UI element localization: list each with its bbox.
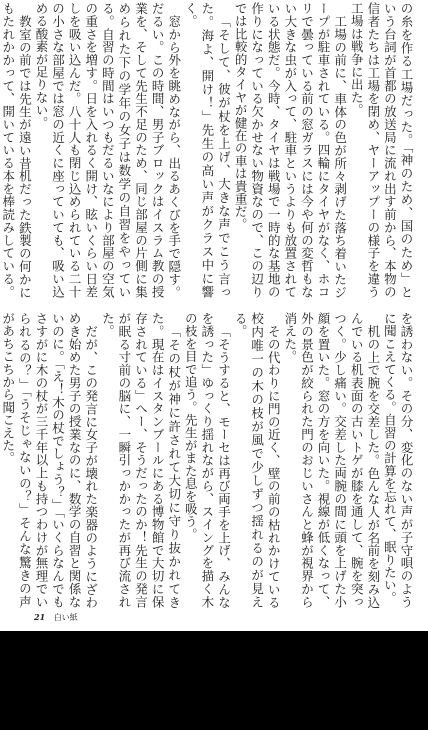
- paragraph: 「そして、彼が杖を上げ、大きな声でこう言った。海よ、開け！」先生の高い声がクラス中に響く。: [183, 2, 232, 298]
- paragraph: 「そうすると、モーセは再び両手を上げ、みんなを誘った」ゆっくり揺れながら、スイングを描く木の枝を目で追う。先生がまた息を吸う。: [183, 312, 232, 608]
- paragraph: 工場の前に、車体の色が所々剥げた落ち着いたジープが駐車されている。四輪にタイヤがなく、ホコリで曇っている前の窓ガラスには今や何の変哲もない大きな虫が入って、駐車というよりも放置されている状態だ。今時、タイヤは戦場で一時的な基地の作りになっている欠かせない物資なので、この辺りでは比較的タイヤが健在の車は貴重だ。: [233, 2, 348, 298]
- page-number: 21: [34, 612, 46, 622]
- paragraph: だが、この発言に女子が壊れた楽器のようにざわめき始めた男子の授業なのに、数学の自習と関係ないのに。「え！木の杖でしょう？」「いくらなんでもさすがに木の杖が三千年以上も持つわけが無理でいられるの？」「うそじゃないの？」そんな驚きの声があちこちから聞こえた。: [0, 312, 99, 608]
- bottom-text-block: [0, 312, 414, 608]
- scan-border: [0, 631, 428, 730]
- paragraph: 机の上で腕を交差した。色んな人が名前を刻み込んでいる机表面の古いトゲが膝を通して、腕を突っつく。少し痛い。交差した両腕の間に頭を上げた小顔を置いた。窓の方を向いた。視線が低くなって、外の景色が絞られた門のおじいさんと蜂が視界から消えた。: [282, 312, 381, 608]
- paragraph: その代わりに門の近く、壁の前の枯れかけている校内唯一の木の枝が風で少しずつ揺れるのが見える。: [233, 312, 282, 608]
- paragraph: 「その杖が神に許されて大切に守り抜かれてきた。現在はイスタンブールにある博物館で大切に保存されている」へー、そうだったのか！先生の発言が眠る寸前の脳に、一瞬引っかかったが再び流された。: [100, 312, 182, 608]
- footer-label: 白い紙: [53, 613, 78, 622]
- paragraph: 窓から外を眺めながら、出るあくびを手で隠す。だるい。この時間、男子ブロックはイスラム教の授業を、そして先生不足のため、同じ部屋の片側に集められた下の学年の女子は数学の自習をやっている。自習の時間はいつもだるいなにより部屋の空気の重さを増す。日を入れるく開け、眩いくらい日差しを吸い込んだ。八十人も閉じ込められている二十の小さな部屋では窓の近くに座っていても、吸い込める酸素が足りない。: [33, 2, 182, 298]
- paragraph: 教室の前では先生が遠い昔机だった鉄製の何かにもたれかかって、開いている本を棒読みしている。: [0, 2, 33, 298]
- top-text-block: [0, 2, 414, 298]
- paragraph: の糸を作る工場だった。「神のため、国のため」という台詞が首都の放送局に流れ出す前から、本物の信者たちは工場を閉め、ヤーアップーの様子を違う工場は戦争に出た。: [349, 2, 414, 298]
- page-footer: [34, 612, 78, 623]
- paragraph: を誘わない。その分、変化のない声が子守唄のように聞こえてくる。自習の計算を忘れて、眠りたい。: [382, 312, 414, 608]
